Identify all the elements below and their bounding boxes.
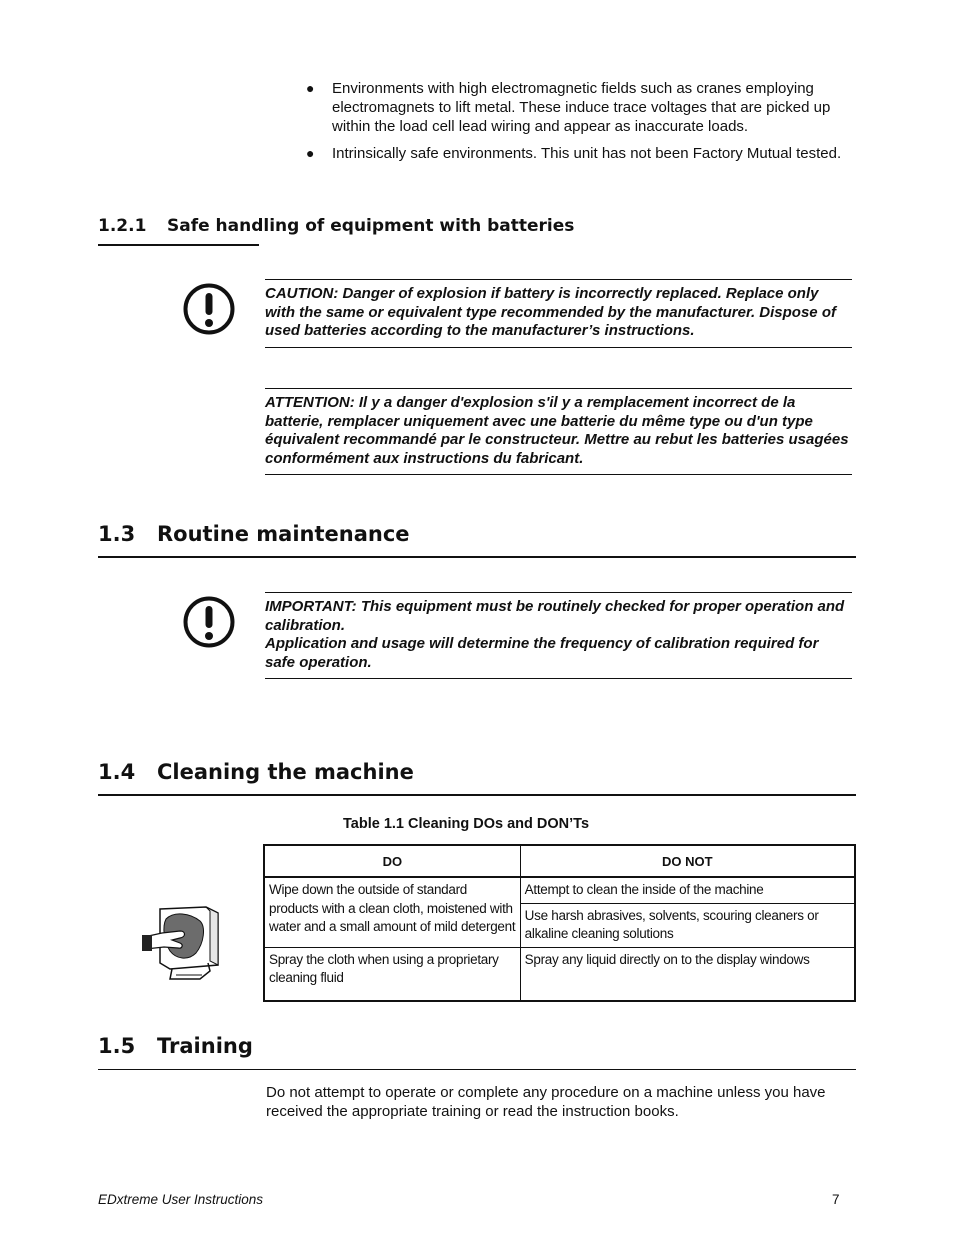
bullet-icon: ● — [306, 145, 315, 161]
important-notice — [265, 592, 852, 679]
heading-underline — [98, 244, 259, 246]
table-caption: Table 1.1 Cleaning DOs and DON’Ts — [343, 816, 590, 832]
section-number: 1.5 — [98, 1034, 136, 1058]
column-header-do: DO — [264, 845, 520, 877]
table-cell-do-not: Attempt to clean the inside of the machine — [520, 877, 855, 903]
section-heading-1-3 — [98, 522, 410, 546]
important-line: Application and usage will determine the frequency of calibration required for safe operation. — [265, 635, 819, 671]
section-title: Safe handling of equipment with batteries — [167, 216, 575, 236]
table-cell-do: Wipe down the outside of standard products with a clean cloth, moistened with water and a small amount of mild detergent — [264, 877, 520, 947]
section-number: 1.2.1 — [98, 216, 147, 236]
table-row — [264, 877, 855, 903]
section-number: 1.3 — [98, 522, 136, 546]
table-header-row — [264, 845, 855, 877]
column-header-do-not: DO NOT — [520, 845, 855, 877]
page-number: 7 — [832, 1192, 840, 1207]
important-line: IMPORTANT: This equipment must be routinely checked for proper operation and calibration. — [265, 598, 845, 634]
table-cell-do-not: Use harsh abrasives, solvents, scouring cleaners or alkaline cleaning solutions — [520, 903, 855, 947]
cleaning-hand-illustration — [140, 903, 226, 983]
section-title: Routine maintenance — [157, 522, 410, 546]
warning-exclamation-icon — [183, 596, 235, 648]
list-item — [306, 79, 856, 136]
section-heading-1-5 — [98, 1034, 253, 1058]
section-title: Training — [157, 1034, 253, 1058]
training-paragraph: Do not attempt to operate or complete any procedure on a machine unless you have received the appropriate training or read the instruction books. — [266, 1084, 826, 1120]
caution-notice: CAUTION: Danger of explosion if battery is incorrectly replaced. Replace only with the same or equivalent type recommended by the manufacturer. Dispose of used batteries according to the manufacturer’s instructions. — [265, 279, 852, 348]
list-item — [306, 144, 856, 163]
bullet-list — [306, 79, 856, 171]
attention-notice: ATTENTION: Il y a danger d'explosion s'il y a remplacement incorrect de la batterie, remplacer uniquement avec une batterie du même type ou d'un type équivalent recommandé par le constructeur. Mettre au rebut les batteries usagées conformément aux instructions du fabricant. — [265, 388, 852, 475]
heading-underline — [98, 1069, 856, 1070]
table-cell-do: Spray the cloth when using a proprietary cleaning fluid — [264, 947, 520, 1001]
bullet-icon: ● — [306, 80, 315, 96]
bullet-text: Environments with high electromagnetic fields such as cranes employing electromagnets to lift metal. These induce trace voltages that are picked up within the load cell lead wiring and appear as inaccurate loads. — [332, 80, 831, 135]
table-row — [264, 947, 855, 1001]
section-heading-1-4 — [98, 760, 414, 784]
warning-exclamation-icon — [183, 283, 235, 335]
heading-underline — [98, 556, 856, 558]
bullet-text: Intrinsically safe environments. This unit has not been Factory Mutual tested. — [332, 145, 842, 162]
section-heading-1-2-1 — [98, 216, 574, 236]
cleaning-table — [263, 844, 856, 1002]
section-number: 1.4 — [98, 760, 136, 784]
table-cell-do-not: Spray any liquid directly on to the display windows — [520, 947, 855, 1001]
heading-underline — [98, 794, 856, 796]
footer-title: EDxtreme User Instructions — [98, 1192, 264, 1207]
section-title: Cleaning the machine — [157, 760, 414, 784]
